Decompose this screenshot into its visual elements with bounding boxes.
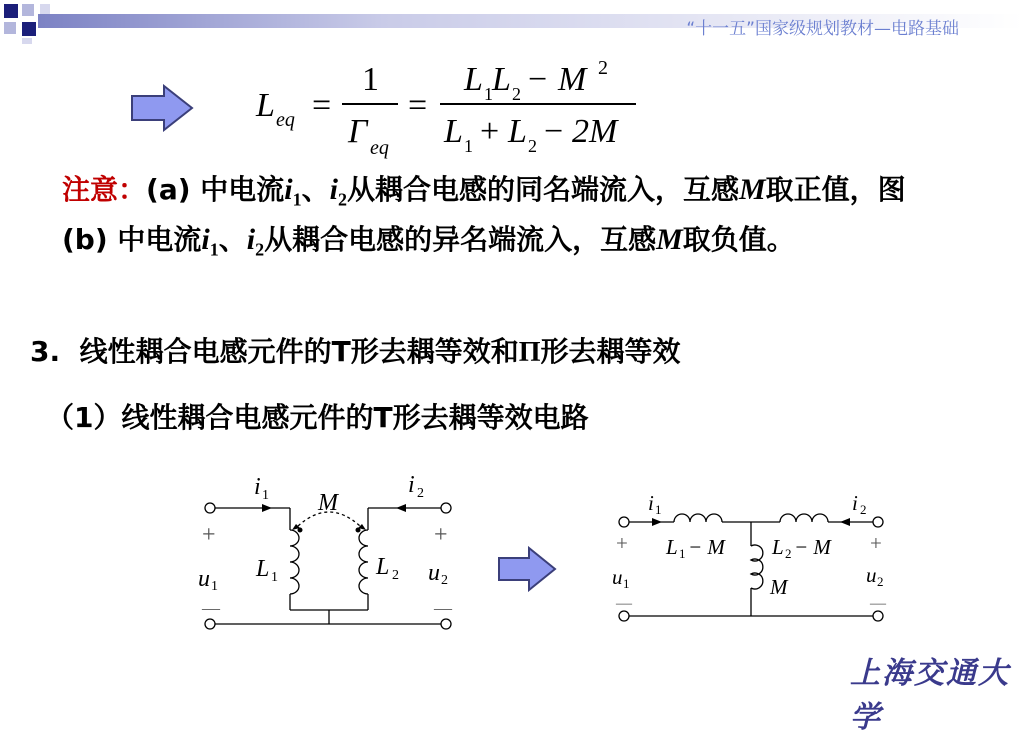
svg-text:i: i	[254, 474, 261, 500]
equivalent-inductance-formula	[250, 58, 650, 168]
svg-text:+: +	[870, 531, 882, 555]
svg-text:—: —	[202, 598, 220, 618]
svg-text:+: +	[616, 531, 628, 555]
svg-text:u: u	[612, 565, 623, 589]
num-L2: L	[492, 61, 511, 98]
svg-text:M: M	[318, 490, 338, 516]
formula-lhs-sub: eq	[276, 109, 295, 131]
den-2M: 2M	[572, 113, 618, 150]
svg-text:L: L	[376, 554, 390, 580]
note-paragraph: 注意：(a) 中电流$i_1$、$i_2$从耦合电感的同名端流入，互感M取正值，图(b) 中电流$i_1$、$i_2$从耦合电感的异名端流入，互感M取负值。	[62, 173, 906, 260]
svg-text:1: 1	[655, 502, 662, 517]
num-minus: −	[528, 61, 548, 98]
num-L1: L	[464, 61, 483, 98]
right-arrow-icon-2	[497, 546, 557, 592]
svg-text:—: —	[434, 598, 452, 618]
formula-lhs: L	[256, 87, 275, 124]
svg-text:u: u	[866, 563, 877, 587]
svg-text:1: 1	[679, 546, 686, 561]
svg-text:u: u	[428, 560, 440, 586]
formula-frac1-den-sub: eq	[370, 137, 389, 159]
svg-text:L: L	[256, 556, 270, 582]
svg-text:—: —	[616, 595, 632, 612]
university-logo: 上海交通大学	[850, 656, 1010, 735]
t-equivalent-circuit	[608, 484, 898, 634]
svg-text:L: L	[772, 535, 784, 559]
svg-text:+: +	[434, 522, 448, 548]
den-L1: L	[444, 113, 463, 150]
num-s1: 1	[484, 84, 493, 104]
right-arrow-icon	[130, 84, 194, 132]
svg-text:i: i	[408, 472, 415, 498]
svg-text:− M: − M	[688, 535, 725, 559]
num-s2: 2	[512, 84, 521, 104]
svg-text:—: —	[870, 595, 886, 612]
svg-text:2: 2	[877, 574, 884, 589]
coupled-inductor-circuit	[196, 468, 466, 638]
header-title: “十一五”国家级规划教材—电路基础	[686, 19, 959, 39]
svg-text:1: 1	[623, 576, 630, 591]
den-L2: L	[508, 113, 527, 150]
svg-text:L: L	[666, 535, 678, 559]
num-M: M	[558, 61, 587, 98]
den-minus: −	[544, 113, 564, 150]
note-label: 注意：	[62, 173, 147, 206]
svg-text:2: 2	[392, 568, 399, 583]
svg-text:2: 2	[417, 486, 424, 501]
svg-text:1: 1	[211, 579, 218, 594]
den-s2: 2	[528, 136, 537, 156]
svg-text:1: 1	[271, 570, 278, 585]
section-heading-4: （1）线性耦合电感元件的T形去耦等效电路	[46, 401, 589, 434]
formula-frac1-num: 1	[362, 61, 379, 98]
svg-text:+: +	[202, 522, 216, 548]
section-heading-3: 3. 线性耦合电感元件的T形去耦等效和Π形去耦等效	[30, 335, 681, 368]
svg-text:i: i	[852, 491, 858, 515]
svg-text:2: 2	[441, 573, 448, 588]
num-exp: 2	[598, 58, 608, 79]
formula-eq2: =	[408, 87, 428, 124]
den-s1: 1	[464, 136, 473, 156]
den-plus: +	[480, 113, 500, 150]
svg-text:1: 1	[262, 488, 269, 503]
svg-text:i: i	[648, 491, 654, 515]
formula-frac1-den: Γ	[348, 113, 368, 150]
svg-text:u: u	[198, 566, 210, 592]
svg-text:2: 2	[785, 546, 792, 561]
svg-text:− M: − M	[794, 535, 831, 559]
svg-text:M: M	[770, 575, 788, 599]
formula-eq1: =	[312, 87, 332, 124]
svg-text:2: 2	[860, 502, 867, 517]
